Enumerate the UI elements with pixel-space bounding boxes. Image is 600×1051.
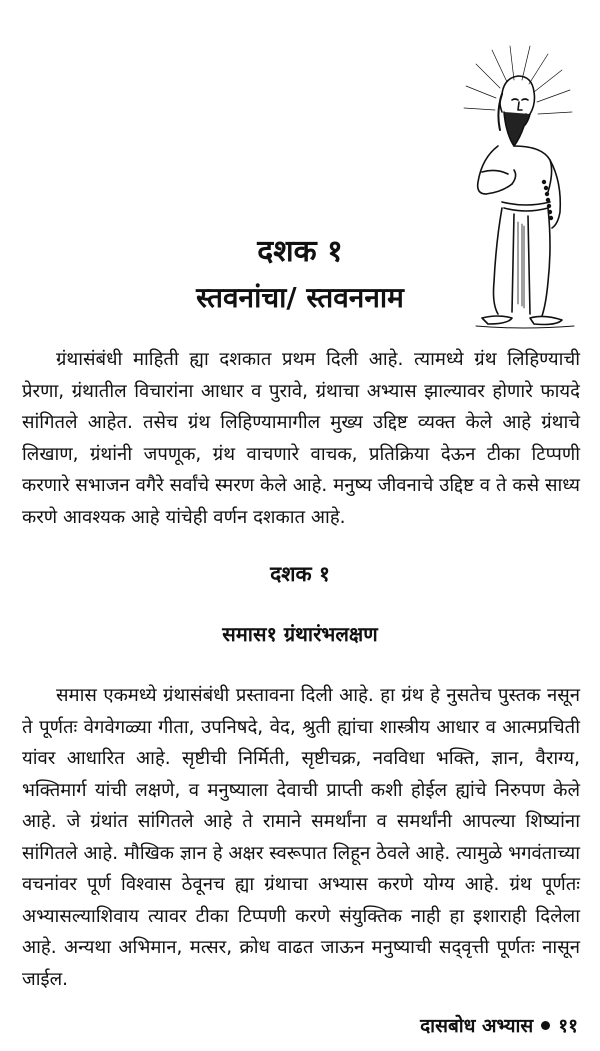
chapter-title: दशक १ (257, 234, 343, 269)
page-footer (420, 1012, 578, 1038)
chapter-subtitle: स्तवनांचा/ स्तवननाम (196, 281, 404, 314)
samas-paragraph: समास एकमध्ये ग्रंथासंबंधी प्रस्तावना दिली आहे. हा ग्रंथ हे नुसतेच पुस्तक नसून ते पूर्णतः वेगवेगळ्या गीता, उपनिषदे, वेद, श्रुती ह्यांचा शास्त्रीय आधार व आत्मप्रचिती यांवर आधारित आहे. सृष्टीची निर्मिती, सृष्टीचक्र, नवविधा भक्ति, ज्ञान, वैराग्य, भक्तिमार्ग यांची लक्षणे, व मनुष्याला देवाची प्राप्ती कशी होईल ह्यांचे निरुपण केले आहे. जे ग्रंथांत सांगितले आहे ते रामाने समर्थांना व समर्थांनी आपल्या शिष्यांना सांगितले आहे. मौखिक ज्ञान हे अक्षर स्वरूपात लिहून ठेवले आहे. त्यामुळे भगवंताच्या वचनांवर पूर्ण विश्वास ठेवूनच ह्या ग्रंथाचा अभ्यास करणे योग्य आहे. ग्रंथ पूर्णतः अभ्यासल्याशिवाय त्यावर टीका टिप्पणी करणे संयुक्तिक नाही हा इशाराही दिलेला आहे. अन्यथा अभिमान, मत्सर, क्रोध वाढत जाऊन मनुष्याची सद्‌वृत्ती पूर्णतः नासून जाईल. (22, 685, 580, 990)
dashak-label: दशक १ (270, 562, 330, 586)
samas-label: समास१ ग्रंथारंभलक्षण (222, 622, 378, 646)
chapter-heading (120, 232, 480, 318)
footer-book-title: दासबोध अभ्यास (420, 1015, 534, 1037)
intro-paragraph: ग्रंथासंबंधी माहिती ह्या दशकात प्रथम दिली आहे. त्यामध्ये ग्रंथ लिहिण्याची प्रेरणा, ग्रंथातील विचारांना आधार व पुरावे, ग्रंथाचा अभ्यास झाल्यावर होणारे फायदे सांगितले आहेत. तसेच ग्रंथ लिहिण्यामागील मुख्य उद्दिष्ट व्यक्त केले आहे ग्रंथाचे लिखाण, ग्रंथांनी जपणूक, ग्रंथ वाचणारे वाचक, प्रतिक्रिया देऊन टीका टिप्पणी करणारे सभाजन वगैरे सर्वांचे स्मरण केले आहे. मनुष्य जीवनाचे उद्दिष्ट व ते कसे साध्य करणे आवश्यक आहे यांचेही वर्णन दशकात आहे. (22, 349, 580, 528)
page-number: ११ (558, 1015, 578, 1037)
bullet-dot-icon (541, 1021, 550, 1030)
